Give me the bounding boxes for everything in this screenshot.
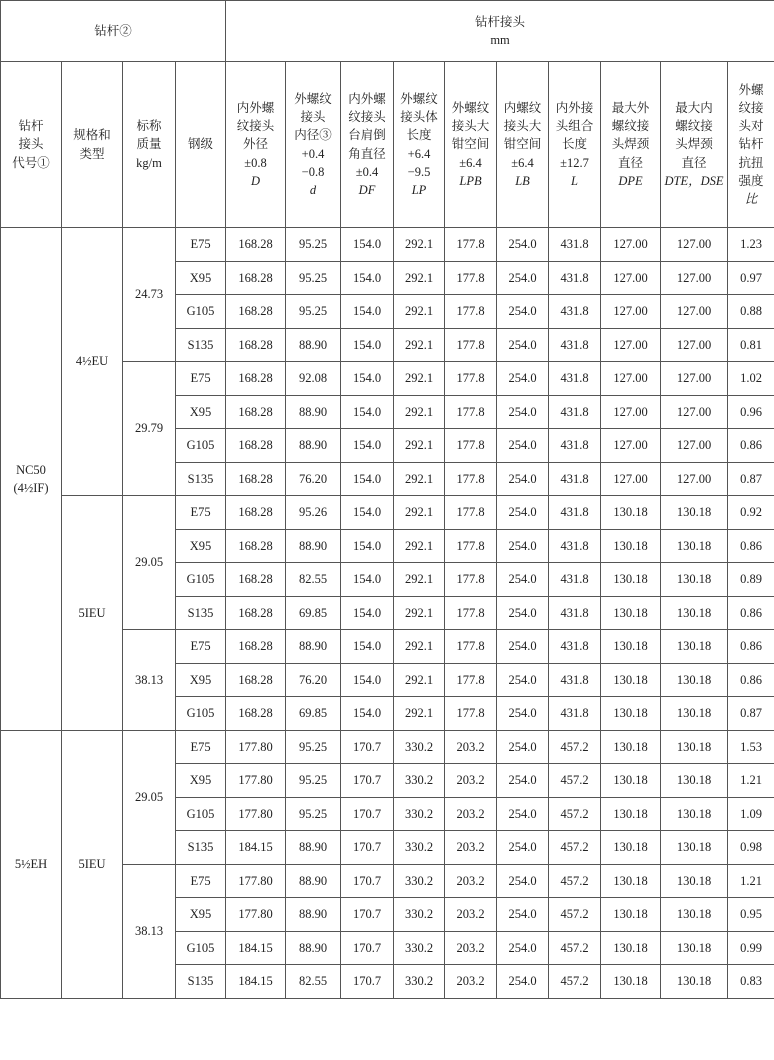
value-cell: 330.2 xyxy=(394,831,445,865)
value-cell: 457.2 xyxy=(549,864,601,898)
spec-type-cell: 5IEU xyxy=(62,496,123,731)
value-cell: 431.8 xyxy=(549,261,601,295)
value-cell: 431.8 xyxy=(549,462,601,496)
value-cell: 330.2 xyxy=(394,864,445,898)
value-cell: 154.0 xyxy=(341,663,394,697)
column-header: 外螺纹 接头体 长度 +6.4 −9.5 LP xyxy=(394,62,445,228)
value-cell: 95.26 xyxy=(286,496,341,530)
value-cell: 177.8 xyxy=(445,462,497,496)
value-cell: 431.8 xyxy=(549,395,601,429)
value-cell: 76.20 xyxy=(286,462,341,496)
value-cell: 177.80 xyxy=(226,730,286,764)
value-cell: 69.85 xyxy=(286,697,341,731)
value-cell: 431.8 xyxy=(549,228,601,262)
column-header: 规格和 类型 xyxy=(62,62,123,228)
nominal-mass-cell: 29.05 xyxy=(123,730,176,864)
value-cell: 0.99 xyxy=(728,931,774,965)
value-cell: 254.0 xyxy=(497,764,549,798)
value-cell: 127.00 xyxy=(661,362,728,396)
joint-group-header: 钻杆接头 mm xyxy=(226,1,774,62)
value-cell: 457.2 xyxy=(549,831,601,865)
value-cell: 130.18 xyxy=(601,730,661,764)
value-cell: 88.90 xyxy=(286,395,341,429)
value-cell: 168.28 xyxy=(226,295,286,329)
value-cell: 170.7 xyxy=(341,831,394,865)
value-cell: 130.18 xyxy=(661,864,728,898)
value-cell: 130.18 xyxy=(661,797,728,831)
value-cell: 431.8 xyxy=(549,295,601,329)
value-cell: 254.0 xyxy=(497,965,549,999)
steel-grade-cell: X95 xyxy=(176,898,226,932)
column-header: 最大内 螺纹接 头焊颈 直径 DTE，DSE xyxy=(661,62,728,228)
value-cell: 130.18 xyxy=(601,931,661,965)
value-cell: 203.2 xyxy=(445,764,497,798)
value-cell: 254.0 xyxy=(497,596,549,630)
value-cell: 88.90 xyxy=(286,898,341,932)
value-cell: 69.85 xyxy=(286,596,341,630)
column-header: 最大外 螺纹接 头焊颈 直径 DPE xyxy=(601,62,661,228)
value-cell: 88.90 xyxy=(286,831,341,865)
value-cell: 254.0 xyxy=(497,864,549,898)
steel-grade-cell: S135 xyxy=(176,596,226,630)
value-cell: 0.81 xyxy=(728,328,774,362)
value-cell: 130.18 xyxy=(661,831,728,865)
value-cell: 130.18 xyxy=(661,931,728,965)
value-cell: 82.55 xyxy=(286,965,341,999)
value-cell: 0.96 xyxy=(728,395,774,429)
value-cell: 177.8 xyxy=(445,663,497,697)
steel-grade-cell: G105 xyxy=(176,697,226,731)
table-row xyxy=(1,730,774,764)
value-cell: 154.0 xyxy=(341,496,394,530)
value-cell: 127.00 xyxy=(661,395,728,429)
value-cell: 127.00 xyxy=(601,362,661,396)
spec-type-cell: 4½EU xyxy=(62,228,123,496)
value-cell: 154.0 xyxy=(341,395,394,429)
value-cell: 76.20 xyxy=(286,663,341,697)
pipe-group-header: 钻杆② xyxy=(1,1,226,62)
value-cell: 88.90 xyxy=(286,864,341,898)
value-cell: 330.2 xyxy=(394,931,445,965)
value-cell: 127.00 xyxy=(661,228,728,262)
value-cell: 254.0 xyxy=(497,295,549,329)
steel-grade-cell: E75 xyxy=(176,362,226,396)
value-cell: 254.0 xyxy=(497,563,549,597)
value-cell: 292.1 xyxy=(394,328,445,362)
value-cell: 203.2 xyxy=(445,730,497,764)
value-cell: 170.7 xyxy=(341,764,394,798)
value-cell: 0.86 xyxy=(728,663,774,697)
value-cell: 292.1 xyxy=(394,429,445,463)
value-cell: 127.00 xyxy=(661,429,728,463)
value-cell: 168.28 xyxy=(226,395,286,429)
value-cell: 130.18 xyxy=(661,663,728,697)
value-cell: 0.92 xyxy=(728,496,774,530)
steel-grade-cell: E75 xyxy=(176,630,226,664)
value-cell: 177.8 xyxy=(445,630,497,664)
value-cell: 130.18 xyxy=(601,563,661,597)
value-cell: 170.7 xyxy=(341,864,394,898)
value-cell: 254.0 xyxy=(497,630,549,664)
value-cell: 177.8 xyxy=(445,697,497,731)
value-cell: 168.28 xyxy=(226,261,286,295)
value-cell: 1.21 xyxy=(728,864,774,898)
nominal-mass-cell: 24.73 xyxy=(123,228,176,362)
value-cell: 184.15 xyxy=(226,931,286,965)
value-cell: 177.8 xyxy=(445,429,497,463)
value-cell: 292.1 xyxy=(394,362,445,396)
value-cell: 203.2 xyxy=(445,898,497,932)
value-cell: 170.7 xyxy=(341,898,394,932)
value-cell: 292.1 xyxy=(394,496,445,530)
value-cell: 130.18 xyxy=(601,496,661,530)
value-cell: 0.95 xyxy=(728,898,774,932)
value-cell: 177.8 xyxy=(445,596,497,630)
column-header: 钢级 xyxy=(176,62,226,228)
value-cell: 170.7 xyxy=(341,931,394,965)
value-cell: 457.2 xyxy=(549,764,601,798)
value-cell: 168.28 xyxy=(226,328,286,362)
nominal-mass-cell: 38.13 xyxy=(123,630,176,731)
value-cell: 130.18 xyxy=(661,630,728,664)
value-cell: 1.21 xyxy=(728,764,774,798)
value-cell: 292.1 xyxy=(394,529,445,563)
value-cell: 177.8 xyxy=(445,228,497,262)
value-cell: 292.1 xyxy=(394,630,445,664)
value-cell: 431.8 xyxy=(549,362,601,396)
value-cell: 95.25 xyxy=(286,730,341,764)
value-cell: 130.18 xyxy=(601,831,661,865)
value-cell: 254.0 xyxy=(497,697,549,731)
value-cell: 254.0 xyxy=(497,462,549,496)
value-cell: 168.28 xyxy=(226,563,286,597)
steel-grade-cell: E75 xyxy=(176,496,226,530)
value-cell: 130.18 xyxy=(661,898,728,932)
value-cell: 431.8 xyxy=(549,697,601,731)
steel-grade-cell: G105 xyxy=(176,429,226,463)
value-cell: 127.00 xyxy=(601,462,661,496)
value-cell: 330.2 xyxy=(394,898,445,932)
value-cell: 203.2 xyxy=(445,797,497,831)
value-cell: 254.0 xyxy=(497,395,549,429)
value-cell: 130.18 xyxy=(601,965,661,999)
value-cell: 127.00 xyxy=(601,295,661,329)
value-cell: 254.0 xyxy=(497,529,549,563)
value-cell: 168.28 xyxy=(226,596,286,630)
value-cell: 154.0 xyxy=(341,596,394,630)
value-cell: 0.86 xyxy=(728,630,774,664)
value-cell: 130.18 xyxy=(661,697,728,731)
value-cell: 254.0 xyxy=(497,898,549,932)
value-cell: 254.0 xyxy=(497,261,549,295)
steel-grade-cell: G105 xyxy=(176,931,226,965)
value-cell: 154.0 xyxy=(341,563,394,597)
steel-grade-cell: G105 xyxy=(176,295,226,329)
steel-grade-cell: X95 xyxy=(176,529,226,563)
value-cell: 0.98 xyxy=(728,831,774,865)
value-cell: 254.0 xyxy=(497,429,549,463)
value-cell: 127.00 xyxy=(661,295,728,329)
value-cell: 168.28 xyxy=(226,663,286,697)
value-cell: 127.00 xyxy=(601,395,661,429)
value-cell: 95.25 xyxy=(286,261,341,295)
value-cell: 457.2 xyxy=(549,898,601,932)
value-cell: 95.25 xyxy=(286,797,341,831)
value-cell: 330.2 xyxy=(394,965,445,999)
value-cell: 95.25 xyxy=(286,295,341,329)
value-cell: 130.18 xyxy=(601,663,661,697)
value-cell: 177.80 xyxy=(226,898,286,932)
value-cell: 130.18 xyxy=(661,563,728,597)
value-cell: 292.1 xyxy=(394,395,445,429)
value-cell: 130.18 xyxy=(661,596,728,630)
value-cell: 203.2 xyxy=(445,864,497,898)
value-cell: 0.87 xyxy=(728,697,774,731)
value-cell: 330.2 xyxy=(394,764,445,798)
steel-grade-cell: S135 xyxy=(176,831,226,865)
column-header: 内外接 头组合 长度 ±12.7 L xyxy=(549,62,601,228)
value-cell: 177.80 xyxy=(226,864,286,898)
value-cell: 127.00 xyxy=(601,261,661,295)
column-header: 内外螺 纹接头 台肩倒 角直径 ±0.4 DF xyxy=(341,62,394,228)
value-cell: 184.15 xyxy=(226,831,286,865)
steel-grade-cell: S135 xyxy=(176,965,226,999)
value-cell: 203.2 xyxy=(445,831,497,865)
column-header: 钻杆 接头 代号① xyxy=(1,62,62,228)
value-cell: 168.28 xyxy=(226,429,286,463)
value-cell: 170.7 xyxy=(341,797,394,831)
value-cell: 1.53 xyxy=(728,730,774,764)
value-cell: 177.8 xyxy=(445,328,497,362)
value-cell: 457.2 xyxy=(549,797,601,831)
spec-type-cell: 5IEU xyxy=(62,730,123,998)
value-cell: 130.18 xyxy=(601,797,661,831)
value-cell: 292.1 xyxy=(394,462,445,496)
steel-grade-cell: X95 xyxy=(176,261,226,295)
steel-grade-cell: X95 xyxy=(176,663,226,697)
value-cell: 431.8 xyxy=(549,328,601,362)
column-header: 外螺 纹接 头对 钻杆 抗扭 强度 比 xyxy=(728,62,774,228)
value-cell: 130.18 xyxy=(661,529,728,563)
value-cell: 82.55 xyxy=(286,563,341,597)
value-cell: 130.18 xyxy=(601,697,661,731)
value-cell: 330.2 xyxy=(394,797,445,831)
value-cell: 170.7 xyxy=(341,730,394,764)
value-cell: 154.0 xyxy=(341,228,394,262)
value-cell: 177.8 xyxy=(445,529,497,563)
column-header: 内外螺 纹接头 外径 ±0.8 D xyxy=(226,62,286,228)
value-cell: 184.15 xyxy=(226,965,286,999)
value-cell: 95.25 xyxy=(286,764,341,798)
value-cell: 127.00 xyxy=(601,328,661,362)
value-cell: 127.00 xyxy=(661,462,728,496)
value-cell: 154.0 xyxy=(341,462,394,496)
nominal-mass-cell: 29.05 xyxy=(123,496,176,630)
value-cell: 130.18 xyxy=(601,529,661,563)
value-cell: 127.00 xyxy=(601,228,661,262)
value-cell: 177.8 xyxy=(445,496,497,530)
value-cell: 177.8 xyxy=(445,563,497,597)
value-cell: 130.18 xyxy=(601,596,661,630)
value-cell: 177.8 xyxy=(445,362,497,396)
value-cell: 457.2 xyxy=(549,965,601,999)
value-cell: 130.18 xyxy=(601,864,661,898)
value-cell: 154.0 xyxy=(341,529,394,563)
value-cell: 330.2 xyxy=(394,730,445,764)
value-cell: 154.0 xyxy=(341,429,394,463)
value-cell: 254.0 xyxy=(497,496,549,530)
value-cell: 0.87 xyxy=(728,462,774,496)
value-cell: 1.09 xyxy=(728,797,774,831)
value-cell: 0.89 xyxy=(728,563,774,597)
value-cell: 177.8 xyxy=(445,295,497,329)
value-cell: 154.0 xyxy=(341,362,394,396)
value-cell: 431.8 xyxy=(549,496,601,530)
value-cell: 254.0 xyxy=(497,328,549,362)
value-cell: 254.0 xyxy=(497,228,549,262)
value-cell: 254.0 xyxy=(497,362,549,396)
value-cell: 170.7 xyxy=(341,965,394,999)
value-cell: 0.86 xyxy=(728,529,774,563)
column-header: 标称 质量 kg/m xyxy=(123,62,176,228)
value-cell: 292.1 xyxy=(394,563,445,597)
value-cell: 127.00 xyxy=(661,261,728,295)
value-cell: 457.2 xyxy=(549,931,601,965)
value-cell: 292.1 xyxy=(394,663,445,697)
value-cell: 0.86 xyxy=(728,596,774,630)
value-cell: 0.86 xyxy=(728,429,774,463)
value-cell: 92.08 xyxy=(286,362,341,396)
steel-grade-cell: X95 xyxy=(176,764,226,798)
value-cell: 431.8 xyxy=(549,429,601,463)
steel-grade-cell: S135 xyxy=(176,328,226,362)
table-row xyxy=(1,228,774,262)
value-cell: 154.0 xyxy=(341,261,394,295)
value-cell: 88.90 xyxy=(286,328,341,362)
value-cell: 154.0 xyxy=(341,328,394,362)
value-cell: 88.90 xyxy=(286,630,341,664)
value-cell: 254.0 xyxy=(497,730,549,764)
value-cell: 168.28 xyxy=(226,362,286,396)
value-cell: 168.28 xyxy=(226,462,286,496)
value-cell: 154.0 xyxy=(341,697,394,731)
value-cell: 1.23 xyxy=(728,228,774,262)
value-cell: 203.2 xyxy=(445,965,497,999)
value-cell: 130.18 xyxy=(601,630,661,664)
value-cell: 431.8 xyxy=(549,529,601,563)
nominal-mass-cell: 38.13 xyxy=(123,864,176,998)
column-header: 内螺纹 接头大 钳空间 ±6.4 LB xyxy=(497,62,549,228)
value-cell: 254.0 xyxy=(497,797,549,831)
value-cell: 254.0 xyxy=(497,831,549,865)
value-cell: 177.80 xyxy=(226,797,286,831)
value-cell: 168.28 xyxy=(226,496,286,530)
value-cell: 168.28 xyxy=(226,630,286,664)
steel-grade-cell: E75 xyxy=(176,228,226,262)
value-cell: 154.0 xyxy=(341,630,394,664)
value-cell: 0.97 xyxy=(728,261,774,295)
value-cell: 130.18 xyxy=(601,764,661,798)
value-cell: 292.1 xyxy=(394,228,445,262)
value-cell: 0.83 xyxy=(728,965,774,999)
value-cell: 431.8 xyxy=(549,563,601,597)
steel-grade-cell: S135 xyxy=(176,462,226,496)
steel-grade-cell: E75 xyxy=(176,730,226,764)
value-cell: 168.28 xyxy=(226,697,286,731)
value-cell: 88.90 xyxy=(286,931,341,965)
value-cell: 177.8 xyxy=(445,395,497,429)
value-cell: 130.18 xyxy=(661,965,728,999)
joint-code-cell: 5½EH xyxy=(1,730,62,998)
value-cell: 1.02 xyxy=(728,362,774,396)
steel-grade-cell: G105 xyxy=(176,563,226,597)
value-cell: 431.8 xyxy=(549,663,601,697)
value-cell: 95.25 xyxy=(286,228,341,262)
value-cell: 254.0 xyxy=(497,663,549,697)
value-cell: 292.1 xyxy=(394,596,445,630)
value-cell: 457.2 xyxy=(549,730,601,764)
nominal-mass-cell: 29.79 xyxy=(123,362,176,496)
value-cell: 127.00 xyxy=(601,429,661,463)
value-cell: 292.1 xyxy=(394,295,445,329)
value-cell: 254.0 xyxy=(497,931,549,965)
value-cell: 292.1 xyxy=(394,697,445,731)
joint-code-cell: NC50 (4½IF) xyxy=(1,228,62,731)
value-cell: 130.18 xyxy=(601,898,661,932)
value-cell: 130.18 xyxy=(661,764,728,798)
value-cell: 431.8 xyxy=(549,596,601,630)
column-header: 外螺纹 接头 内径③ +0.4 −0.8 d xyxy=(286,62,341,228)
value-cell: 130.18 xyxy=(661,496,728,530)
value-cell: 127.00 xyxy=(661,328,728,362)
value-cell: 0.88 xyxy=(728,295,774,329)
value-cell: 168.28 xyxy=(226,228,286,262)
steel-grade-cell: G105 xyxy=(176,797,226,831)
value-cell: 177.80 xyxy=(226,764,286,798)
value-cell: 88.90 xyxy=(286,529,341,563)
value-cell: 154.0 xyxy=(341,295,394,329)
steel-grade-cell: E75 xyxy=(176,864,226,898)
steel-grade-cell: X95 xyxy=(176,395,226,429)
table-row xyxy=(1,496,774,530)
value-cell: 431.8 xyxy=(549,630,601,664)
column-header: 外螺纹 接头大 钳空间 ±6.4 LPB xyxy=(445,62,497,228)
value-cell: 88.90 xyxy=(286,429,341,463)
value-cell: 168.28 xyxy=(226,529,286,563)
value-cell: 203.2 xyxy=(445,931,497,965)
value-cell: 292.1 xyxy=(394,261,445,295)
value-cell: 130.18 xyxy=(661,730,728,764)
value-cell: 177.8 xyxy=(445,261,497,295)
